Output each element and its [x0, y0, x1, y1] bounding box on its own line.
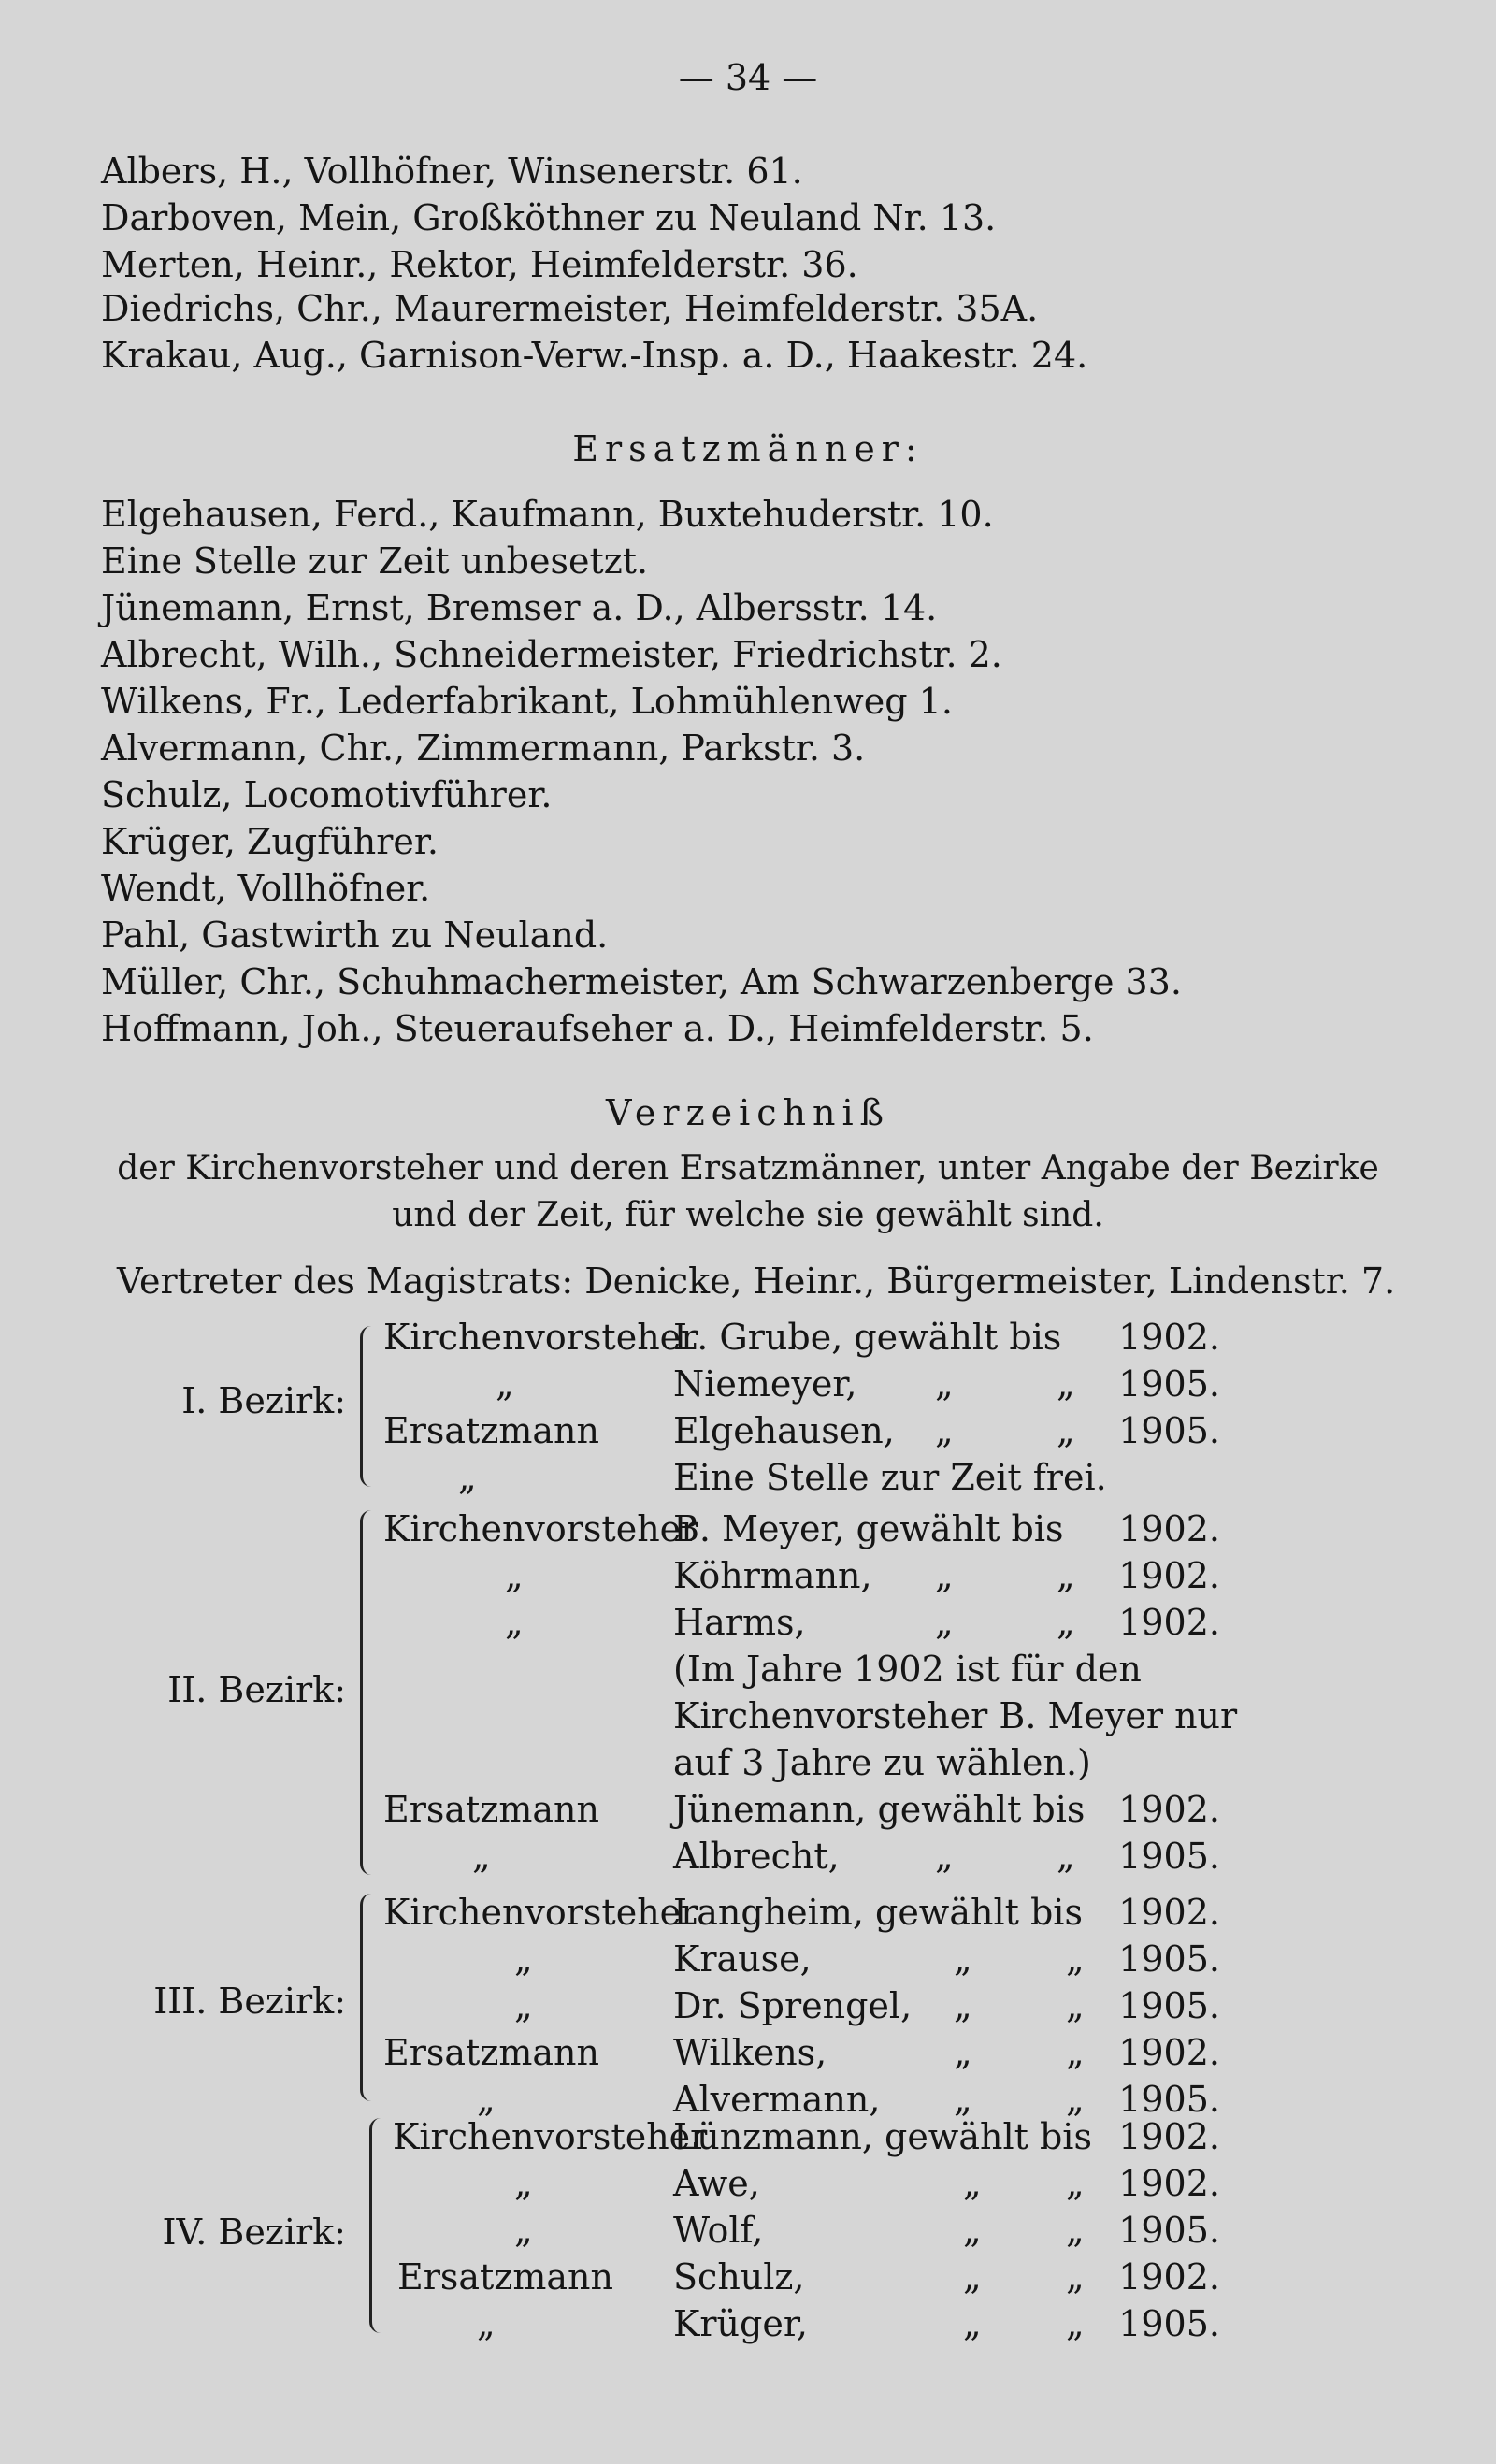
role-cell: „ — [505, 1555, 524, 1596]
name-cell: Dr. Sprengel, — [673, 1985, 913, 2026]
ditto-mark: „ — [954, 2032, 972, 2073]
name-cell: Lünzmann, gewählt bis — [673, 2116, 1092, 2157]
name-cell: L. Grube, gewählt bis — [673, 1317, 1062, 1358]
name-cell: Alvermann, — [673, 2079, 881, 2120]
ditto-mark: „ — [1066, 1938, 1085, 1980]
directory-subtitle: und der Zeit, für welche sie gewählt sind. — [392, 1196, 1104, 1234]
substitute-entry: Hoffmann, Joh., Steueraufseher a. D., Heimfelderstr. 5. — [101, 1008, 1094, 1049]
year-cell: 1905. — [1118, 2210, 1220, 2251]
name-cell: Schulz, — [673, 2256, 805, 2298]
name-cell: Harms, — [673, 1602, 806, 1643]
substitute-entry: Müller, Chr., Schuhmachermeister, Am Schwarzenberge 33. — [101, 961, 1182, 1002]
role-cell: Kirchenvorsteher — [383, 1317, 698, 1358]
year-cell: 1902. — [1118, 1602, 1220, 1643]
role-cell: „ — [514, 1985, 533, 2026]
ditto-mark: „ — [1057, 1836, 1075, 1877]
role-cell: Kirchenvorsteher — [383, 1892, 698, 1933]
district-brace — [369, 2118, 383, 2333]
year-cell: 1902. — [1118, 2116, 1220, 2157]
substitute-entry: Pahl, Gastwirth zu Neuland. — [101, 915, 609, 956]
ditto-mark: „ — [954, 1985, 972, 2026]
ditto-mark: „ — [1066, 2079, 1085, 2120]
district-label: II. Bezirk: — [167, 1669, 346, 1710]
role-cell: Ersatzmann — [383, 1410, 599, 1451]
member-entry: Albers, H., Vollhöfner, Winsenerstr. 61. — [101, 151, 803, 192]
ditto-mark: „ — [1066, 2256, 1085, 2298]
role-cell: Kirchenvorsteher — [383, 1508, 698, 1549]
name-cell: B. Meyer, gewählt bis — [673, 1508, 1064, 1549]
member-entry: Diedrichs, Chr., Maurermeister, Heimfelderstr. 35A. — [101, 288, 1039, 329]
district-label: IV. Bezirk: — [162, 2212, 346, 2253]
name-cell: Albrecht, — [673, 1836, 840, 1877]
ditto-mark: „ — [954, 2079, 972, 2120]
ditto-mark: „ — [954, 1938, 972, 1980]
year-cell: 1905. — [1118, 2303, 1220, 2344]
name-cell: Awe, — [673, 2163, 760, 2204]
year-cell: 1902. — [1118, 1508, 1220, 1549]
year-cell: 1902. — [1118, 1789, 1220, 1830]
year-cell: 1902. — [1118, 1317, 1220, 1358]
role-cell: „ — [458, 1457, 477, 1498]
role-cell: Ersatzmann — [397, 2256, 613, 2298]
district-brace — [360, 1510, 374, 1875]
ditto-mark: „ — [935, 1363, 954, 1405]
substitute-entry: Krüger, Zugführer. — [101, 821, 439, 862]
district-brace — [360, 1894, 374, 2101]
ditto-mark: „ — [1057, 1555, 1075, 1596]
role-cell: Ersatzmann — [383, 1789, 599, 1830]
substitute-entry: Wendt, Vollhöfner. — [101, 868, 431, 909]
year-cell: 1905. — [1118, 1836, 1220, 1877]
year-cell: 1902. — [1118, 1555, 1220, 1596]
name-cell: Niemeyer, — [673, 1363, 857, 1405]
ditto-mark: „ — [963, 2303, 982, 2344]
note-line: Kirchenvorsteher B. Meyer nur — [673, 1695, 1238, 1736]
year-cell: 1902. — [1118, 1892, 1220, 1933]
substitute-entry: Albrecht, Wilh., Schneidermeister, Friedrichstr. 2. — [101, 634, 1002, 675]
page-number: — 34 — — [678, 57, 818, 98]
year-cell: 1902. — [1118, 2032, 1220, 2073]
role-cell: „ — [514, 2210, 533, 2251]
ditto-mark: „ — [963, 2210, 982, 2251]
ditto-mark: „ — [935, 1410, 954, 1451]
name-cell: Langheim, gewählt bis — [673, 1892, 1083, 1933]
name-cell: Krüger, — [673, 2303, 808, 2344]
substitute-entry: Wilkens, Fr., Lederfabrikant, Lohmühlenweg 1. — [101, 681, 953, 722]
year-cell: 1905. — [1118, 1985, 1220, 2026]
directory-heading: Verzeichniß — [605, 1092, 891, 1133]
ditto-mark: „ — [1057, 1410, 1075, 1451]
name-cell: Wilkens, — [673, 2032, 827, 2073]
substitute-entry: Elgehausen, Ferd., Kaufmann, Buxtehuderstr. 10. — [101, 494, 994, 535]
ditto-mark: „ — [963, 2256, 982, 2298]
district-label: I. Bezirk: — [181, 1380, 346, 1421]
year-cell: 1905. — [1118, 1363, 1220, 1405]
magistrate-line: Vertreter des Magistrats: Denicke, Heinr., Bürgermeister, Lindenstr. 7. — [117, 1261, 1396, 1302]
name-cell: Jünemann, gewählt bis — [673, 1789, 1086, 1830]
ditto-mark: „ — [1066, 2032, 1085, 2073]
ditto-mark: „ — [935, 1602, 954, 1643]
ditto-mark: „ — [1066, 2303, 1085, 2344]
role-cell: „ — [514, 1938, 533, 1980]
role-cell: „ — [496, 1363, 514, 1405]
ditto-mark: „ — [935, 1555, 954, 1596]
note-line: (Im Jahre 1902 ist für den — [673, 1649, 1142, 1690]
member-entry: Darboven, Mein, Großköthner zu Neuland Nr. 13. — [101, 197, 997, 238]
role-cell: Ersatzmann — [383, 2032, 599, 2073]
role-cell: „ — [477, 2079, 496, 2120]
name-cell: Krause, — [673, 1938, 812, 1980]
role-cell: „ — [505, 1602, 524, 1643]
note-line: auf 3 Jahre zu wählen.) — [673, 1742, 1091, 1783]
role-cell: „ — [472, 1836, 491, 1877]
ditto-mark: „ — [1057, 1602, 1075, 1643]
name-cell: Köhrmann, — [673, 1555, 872, 1596]
year-cell: 1905. — [1118, 1938, 1220, 1980]
member-entry: Krakau, Aug., Garnison-Verw.-Insp. a. D., Haakestr. 24. — [101, 335, 1088, 376]
ditto-mark: „ — [935, 1836, 954, 1877]
ditto-mark: „ — [1066, 2210, 1085, 2251]
name-cell: Eine Stelle zur Zeit frei. — [673, 1457, 1107, 1498]
substitute-entry: Schulz, Locomotivführer. — [101, 774, 553, 815]
substitute-entry: Jünemann, Ernst, Bremser a. D., Albersstr. 14. — [101, 587, 938, 628]
substitute-entry: Alvermann, Chr., Zimmermann, Parkstr. 3. — [101, 728, 866, 769]
substitute-entry: Eine Stelle zur Zeit unbesetzt. — [101, 540, 649, 582]
substitutes-heading: Ersatzmänner: — [572, 428, 924, 469]
district-label: III. Bezirk: — [153, 1981, 346, 2022]
year-cell: 1905. — [1118, 1410, 1220, 1451]
role-cell: „ — [514, 2163, 533, 2204]
ditto-mark: „ — [1057, 1363, 1075, 1405]
member-entry: Merten, Heinr., Rektor, Heimfelderstr. 36. — [101, 244, 858, 285]
year-cell: 1905. — [1118, 2079, 1220, 2120]
ditto-mark: „ — [1066, 2163, 1085, 2204]
directory-subtitle: der Kirchenvorsteher und deren Ersatzmänner, unter Angabe der Bezirke — [117, 1149, 1379, 1188]
district-brace — [360, 1326, 374, 1487]
year-cell: 1902. — [1118, 2163, 1220, 2204]
role-cell: Kirchenvorsteher — [393, 2116, 708, 2157]
ditto-mark: „ — [963, 2163, 982, 2204]
role-cell: „ — [477, 2303, 496, 2344]
year-cell: 1902. — [1118, 2256, 1220, 2298]
ditto-mark: „ — [1066, 1985, 1085, 2026]
name-cell: Wolf, — [673, 2210, 764, 2251]
name-cell: Elgehausen, — [673, 1410, 895, 1451]
